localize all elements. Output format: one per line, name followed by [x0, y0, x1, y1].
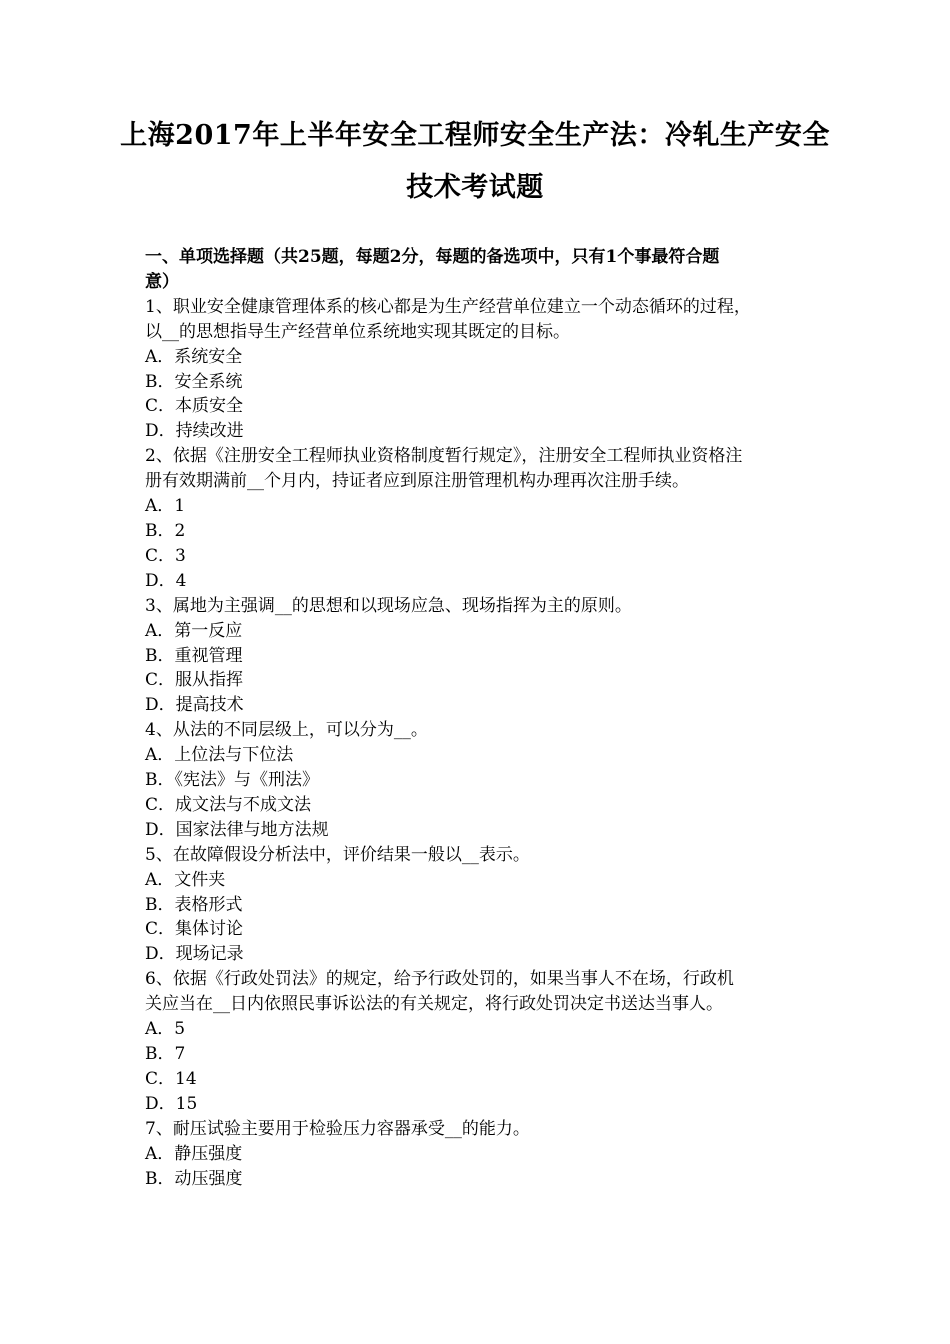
answer-option: D．持续改进: [145, 421, 244, 442]
answer-option: B．重视管理: [145, 645, 243, 666]
question-text-line: 7、耐压试验主要用于检验压力容器承受__的能力。: [145, 1118, 530, 1139]
document-body: [145, 245, 810, 1191]
question-text-line: 6、依据《行政处罚法》的规定，给予行政处罚的，如果当事人不在场，行政机: [145, 969, 734, 990]
answer-option: B．动压强度: [145, 1168, 243, 1189]
answer-option: D．现场记录: [145, 944, 244, 965]
answer-option: B．2: [145, 520, 186, 541]
answer-option: C．14: [145, 1068, 197, 1089]
question-text-line: 关应当在__日内依照民事诉讼法的有关规定，将行政处罚决定书送达当事人。: [145, 994, 723, 1015]
answer-option: D．15: [145, 1093, 198, 1114]
question-5: [145, 843, 810, 968]
answer-option: B．表格形式: [145, 894, 243, 915]
answer-option: D．4: [145, 570, 187, 591]
question-text-line: 5、在故障假设分析法中，评价结果一般以__表示。: [145, 844, 530, 865]
answer-option: C．服从指挥: [145, 670, 244, 691]
answer-option: A．1: [145, 496, 186, 517]
question-text-line: 4、从法的不同层级上，可以分为__。: [145, 720, 428, 741]
question-1: [145, 295, 810, 444]
question-3: [145, 594, 810, 719]
question-2: [145, 444, 810, 593]
answer-option: C．成文法与不成文法: [145, 794, 312, 815]
answer-option: B．7: [145, 1044, 186, 1064]
document-title-line-1: 上海2017年上半年安全工程师安全生产法：冷轧生产安全: [120, 120, 830, 151]
question-text-line: 1、职业安全健康管理体系的核心都是为生产经营单位建立一个动态循环的过程，: [145, 296, 751, 317]
answer-option: D．国家法律与地方法规: [145, 819, 329, 840]
document-title-line-2: 技术考试题: [406, 172, 544, 203]
answer-option: A．文件夹: [145, 869, 226, 890]
answer-option: A．第一反应: [145, 620, 243, 641]
answer-option: A．上位法与下位法: [145, 745, 294, 766]
answer-option: C．3: [145, 545, 186, 566]
answer-option: B．《宪法》与《刑法》: [145, 770, 319, 791]
section-heading-line-2: 意）: [145, 271, 179, 292]
question-text-line: 2、依据《注册安全工程师执业资格制度暂行规定》，注册安全工程师执业资格注: [145, 446, 743, 467]
answer-option: C．集体讨论: [145, 919, 244, 940]
question-7: [145, 1117, 810, 1192]
question-text-line: 册有效期满前__个月内，持证者应到原注册管理机构办理再次注册手续。: [145, 471, 689, 492]
answer-option: C．本质安全: [145, 396, 244, 417]
answer-option: A．系统安全: [145, 346, 243, 367]
answer-option: A．5: [145, 1019, 186, 1040]
question-6: [145, 967, 810, 1116]
question-4: [145, 718, 810, 843]
section-heading-line-1: 一、单项选择题（共25题，每题2分，每题的备选项中，只有1个事最符合题: [145, 247, 720, 267]
question-text-line: 以__的思想指导生产经营单位系统地实现其既定的目标。: [145, 321, 570, 342]
answer-option: D．提高技术: [145, 695, 244, 716]
answer-option: A．静压强度: [145, 1143, 243, 1164]
question-text-line: 3、属地为主强调__的思想和以现场应急、现场指挥为主的原则。: [145, 595, 632, 616]
answer-option: B．安全系统: [145, 371, 243, 392]
